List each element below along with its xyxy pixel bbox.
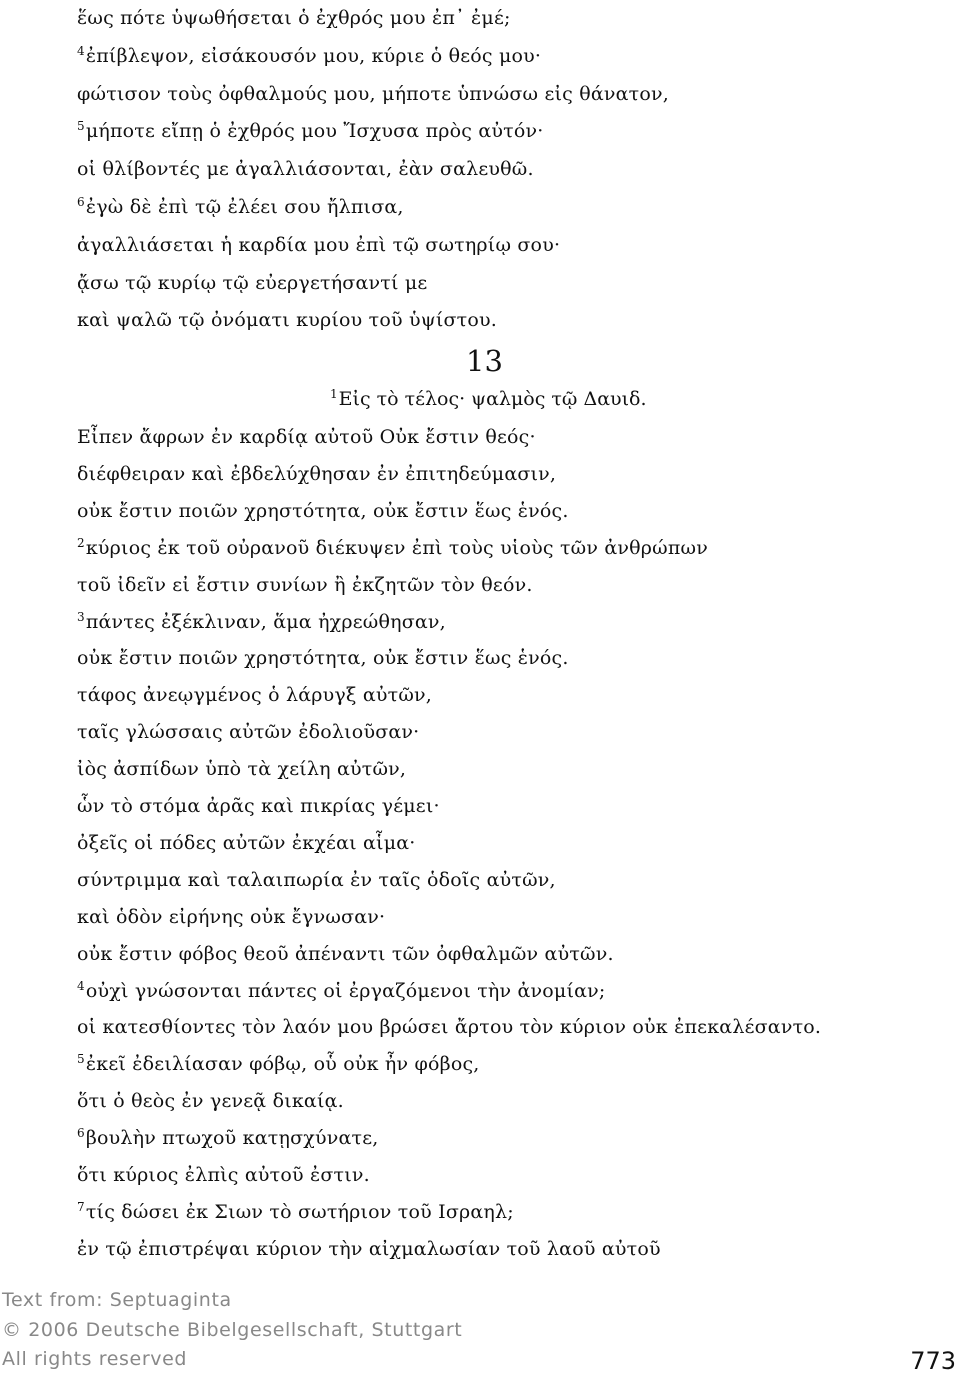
verse-text: οὐχὶ γνώσονται πάντες οἱ ἐργαζόμενοι τὴν ἀνομίαν; bbox=[85, 979, 606, 1002]
verse-text: οἱ θλίβοντές με ἀγαλλιάσονται, ἐὰν σαλευθῶ. bbox=[77, 158, 534, 181]
verse-text: ὀξεῖς οἱ πόδες αὐτῶν ἐκχέαι αἷμα· bbox=[77, 831, 416, 854]
text-line bbox=[77, 233, 560, 257]
rights-note: All rights reserved bbox=[2, 1348, 188, 1370]
verse-number: 7 bbox=[77, 1199, 85, 1214]
text-line bbox=[77, 610, 446, 636]
text-line bbox=[77, 271, 427, 295]
text-line bbox=[77, 646, 569, 670]
copyright-note: © 2006 Deutsche Bibelgesellschaft, Stuttgart bbox=[2, 1319, 463, 1341]
verse-text: ἕως πότε ὑψωθήσεται ὁ ἐχθρός μου ἐπ᾽ ἐμέ; bbox=[77, 7, 511, 29]
text-line bbox=[77, 1200, 514, 1226]
source-note: Text from: Septuaginta bbox=[2, 1289, 232, 1311]
verse-text: καὶ ὁδὸν εἰρήνης οὐκ ἔγνωσαν· bbox=[77, 905, 386, 928]
text-line bbox=[77, 536, 708, 562]
text-line bbox=[77, 82, 669, 106]
text-line bbox=[77, 905, 385, 929]
text-line bbox=[77, 6, 511, 30]
verse-number: 5 bbox=[77, 119, 85, 134]
text-line bbox=[77, 794, 440, 818]
verse-text: τάφος ἀνεῳγμένος ὁ λάρυγξ αὐτῶν, bbox=[77, 684, 433, 707]
verse-number: 6 bbox=[77, 195, 85, 209]
text-line bbox=[77, 44, 541, 70]
verse-text: φώτισον τοὺς ὀφθαλμούς μου, μήποτε ὑπνώσω εἰς θάνατον, bbox=[77, 82, 670, 105]
psalm-heading-text: Εἰς τὸ τέλος· ψαλμὸς τῷ Δαυιδ. bbox=[338, 388, 647, 410]
text-line bbox=[77, 1015, 821, 1039]
text-line bbox=[77, 425, 536, 449]
verse-text: ᾄσω τῷ κυρίῳ τῷ εὐεργετήσαντί με bbox=[77, 271, 428, 294]
psalm-number: 13 bbox=[466, 344, 503, 378]
verse-number: 1 bbox=[330, 387, 338, 401]
verse-text: ἐγὼ δὲ ἐπὶ τῷ ἐλέει σου ἤλπισα, bbox=[85, 196, 404, 218]
text-line bbox=[77, 1052, 480, 1078]
verse-text: κύριος ἐκ τοῦ οὐρανοῦ διέκυψεν ἐπὶ τοὺς υἱοὺς τῶν ἀνθρώπων bbox=[85, 536, 708, 559]
text-line bbox=[77, 1126, 378, 1152]
verse-number: 4 bbox=[77, 43, 85, 58]
verse-text: πάντες ἐξέκλιναν, ἅμα ἠχρεώθησαν, bbox=[85, 610, 446, 633]
verse-text: τοῦ ἰδεῖν εἰ ἔστιν συνίων ἢ ἐκζητῶν τὸν θεόν. bbox=[77, 573, 533, 596]
verse-text: ἰὸς ἀσπίδων ὑπὸ τὰ χείλη αὐτῶν, bbox=[77, 758, 407, 781]
verse-text: ἐν τῷ ἐπιστρέψαι κύριον τὴν αἰχμαλωσίαν τοῦ λαοῦ αὐτοῦ bbox=[77, 1237, 661, 1260]
verse-text: ἐπίβλεψον, εἰσάκουσόν μου, κύριε ὁ θεός μου· bbox=[85, 44, 542, 67]
verse-text: ὅτι ὁ θεὸς ἐν γενεᾷ δικαίᾳ. bbox=[77, 1090, 344, 1113]
text-line bbox=[77, 720, 419, 744]
verse-text: οἱ κατεσθίοντες τὸν λαόν μου βρώσει ἄρτου τὸν κύριον οὐκ ἐπεκαλέσαντο. bbox=[77, 1016, 822, 1039]
text-line bbox=[77, 979, 606, 1005]
text-line bbox=[77, 499, 569, 523]
verse-number: 2 bbox=[77, 535, 85, 550]
verse-number: 6 bbox=[77, 1126, 85, 1141]
text-line bbox=[77, 1237, 661, 1261]
verse-text: βουλὴν πτωχοῦ κατῃσχύνατε, bbox=[85, 1127, 379, 1150]
verse-text: σύντριμμα καὶ ταλαιπωρία ἐν ταῖς ὁδοῖς αὐτῶν, bbox=[77, 868, 556, 891]
verse-number: 4 bbox=[77, 978, 85, 993]
text-line bbox=[77, 757, 406, 781]
text-line bbox=[77, 1089, 344, 1113]
verse-text: ὧν τὸ στόμα ἀρᾶς καὶ πικρίας γέμει· bbox=[77, 795, 440, 817]
text-line bbox=[77, 119, 543, 145]
verse-text: ὅτι κύριος ἐλπὶς αὐτοῦ ἐστιν. bbox=[77, 1164, 370, 1186]
text-line bbox=[77, 831, 416, 855]
page-footer bbox=[0, 1277, 960, 1377]
verse-text: ἐκεῖ ἐδειλίασαν φόβῳ, οὗ οὐκ ἦν φόβος, bbox=[85, 1053, 480, 1076]
verse-text: Εἶπεν ἄφρων ἐν καρδίᾳ αὐτοῦ Οὐκ ἔστιν θεός· bbox=[77, 426, 536, 448]
text-line bbox=[77, 462, 556, 486]
verse-text: ἀγαλλιάσεται ἡ καρδία μου ἐπὶ τῷ σωτηρίῳ σου· bbox=[77, 233, 561, 256]
page-number: 773 bbox=[910, 1347, 956, 1375]
text-line bbox=[77, 683, 432, 707]
verse-text: καὶ ψαλῶ τῷ ὀνόματι κυρίου τοῦ ὑψίστου. bbox=[77, 309, 497, 332]
verse-text: οὐκ ἔστιν ποιῶν χρηστότητα, οὐκ ἔστιν ἕως ἑνός. bbox=[77, 647, 569, 670]
text-line bbox=[77, 868, 556, 892]
verse-text: τίς δώσει ἐκ Σιων τὸ σωτήριον τοῦ Ισραηλ; bbox=[85, 1200, 514, 1223]
verse-text: μήποτε εἴπῃ ὁ ἐχθρός μου Ἴσχυσα πρὸς αὐτόν· bbox=[85, 120, 544, 143]
verse-text: οὐκ ἔστιν ποιῶν χρηστότητα, οὐκ ἔστιν ἕως ἑνός. bbox=[77, 499, 569, 522]
verse-text: ταῖς γλώσσαις αὐτῶν ἐδολιοῦσαν· bbox=[77, 721, 420, 744]
text-line bbox=[77, 195, 404, 221]
verse-number: 3 bbox=[77, 609, 85, 624]
verse-text: διέφθειραν καὶ ἐβδελύχθησαν ἐν ἐπιτηδεύμασιν, bbox=[77, 462, 557, 485]
text-line bbox=[77, 308, 497, 332]
text-line bbox=[77, 942, 614, 966]
text-line bbox=[77, 573, 533, 597]
psalm-heading bbox=[330, 387, 647, 413]
text-line bbox=[77, 1163, 370, 1187]
text-line bbox=[77, 157, 534, 181]
verse-number: 5 bbox=[77, 1052, 85, 1067]
verse-text: οὐκ ἔστιν φόβος θεοῦ ἀπέναντι τῶν ὀφθαλμῶν αὐτῶν. bbox=[77, 942, 614, 965]
